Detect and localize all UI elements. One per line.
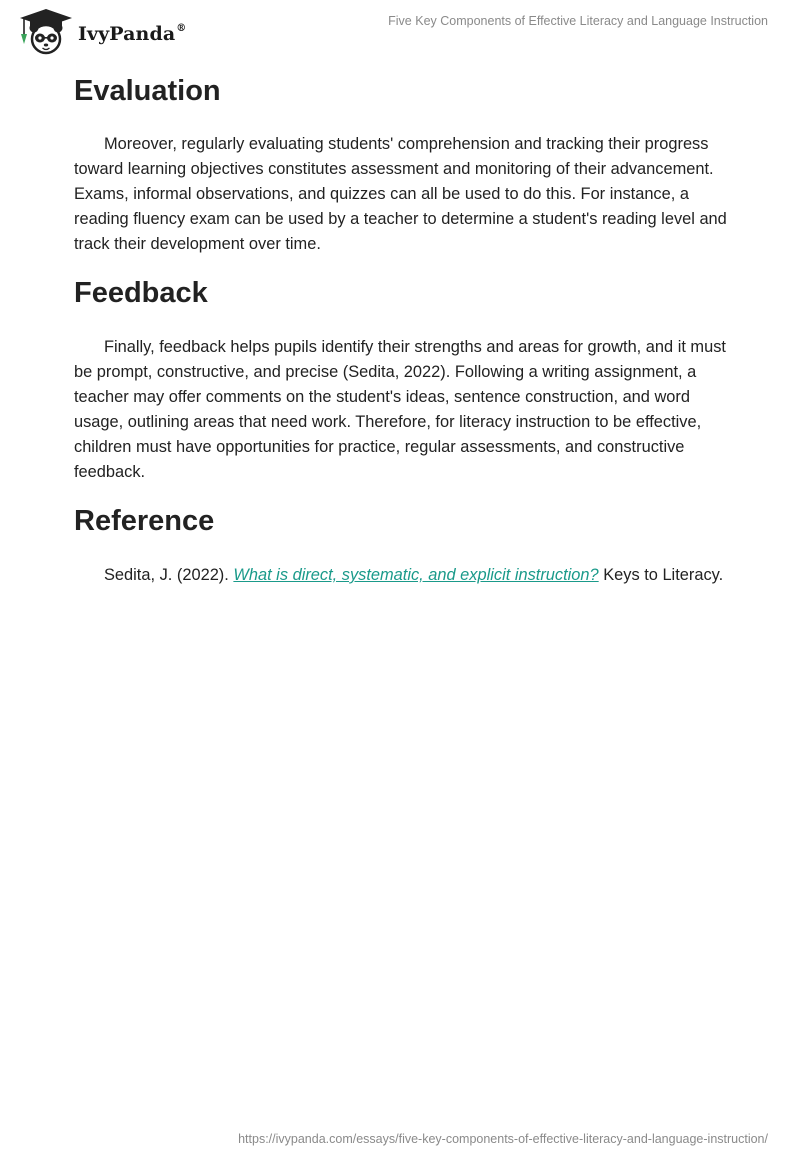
section-heading: Reference xyxy=(74,505,215,537)
section-feedback xyxy=(74,272,734,485)
citation-suffix: Keys to Literacy. xyxy=(598,566,724,584)
citation-prefix: Sedita, J. (2022). xyxy=(104,566,234,584)
section-heading: Feedback xyxy=(74,277,208,309)
citation-link[interactable]: What is direct, systematic, and explicit instruction? xyxy=(233,566,599,584)
registered-mark: ® xyxy=(176,22,187,34)
section-heading: Evaluation xyxy=(74,75,221,107)
section-paragraph: Moreover, regularly evaluating students' comprehension and tracking their progress toward learning objectives constitutes assessment and monitoring of their advancement. Exams, informal observations, and quizzes can all be used to do this. For instance, a reading fluency exam can be used by a teacher to determine a student's reading level and track their development over time. xyxy=(74,135,727,253)
footer-url[interactable]: https://ivypanda.com/essays/five-key-components-of-effective-literacy-and-language-instruction/ xyxy=(238,1132,768,1146)
essay-content xyxy=(74,70,734,588)
panda-graduation-cap-icon xyxy=(16,8,72,56)
section-evaluation xyxy=(74,70,734,257)
running-title: Five Key Components of Effective Literacy and Language Instruction xyxy=(388,14,768,28)
reference-citation xyxy=(74,563,734,588)
brand-name: IvyPanda® xyxy=(78,22,187,45)
section-reference xyxy=(74,500,734,588)
ivypanda-logo[interactable] xyxy=(16,8,186,56)
page-header xyxy=(0,0,800,60)
section-paragraph: Finally, feedback helps pupils identify their strengths and areas for growth, and it must be prompt, constructive, and precise (Sedita, 2022). Following a writing assignment, a teacher may offer comments on the student's ideas, sentence construction, and word usage, outlining areas that need work. Therefore, for literacy instruction to be effective, children must have opportunities for practice, regular assessments, and constructive feedback. xyxy=(74,338,726,481)
